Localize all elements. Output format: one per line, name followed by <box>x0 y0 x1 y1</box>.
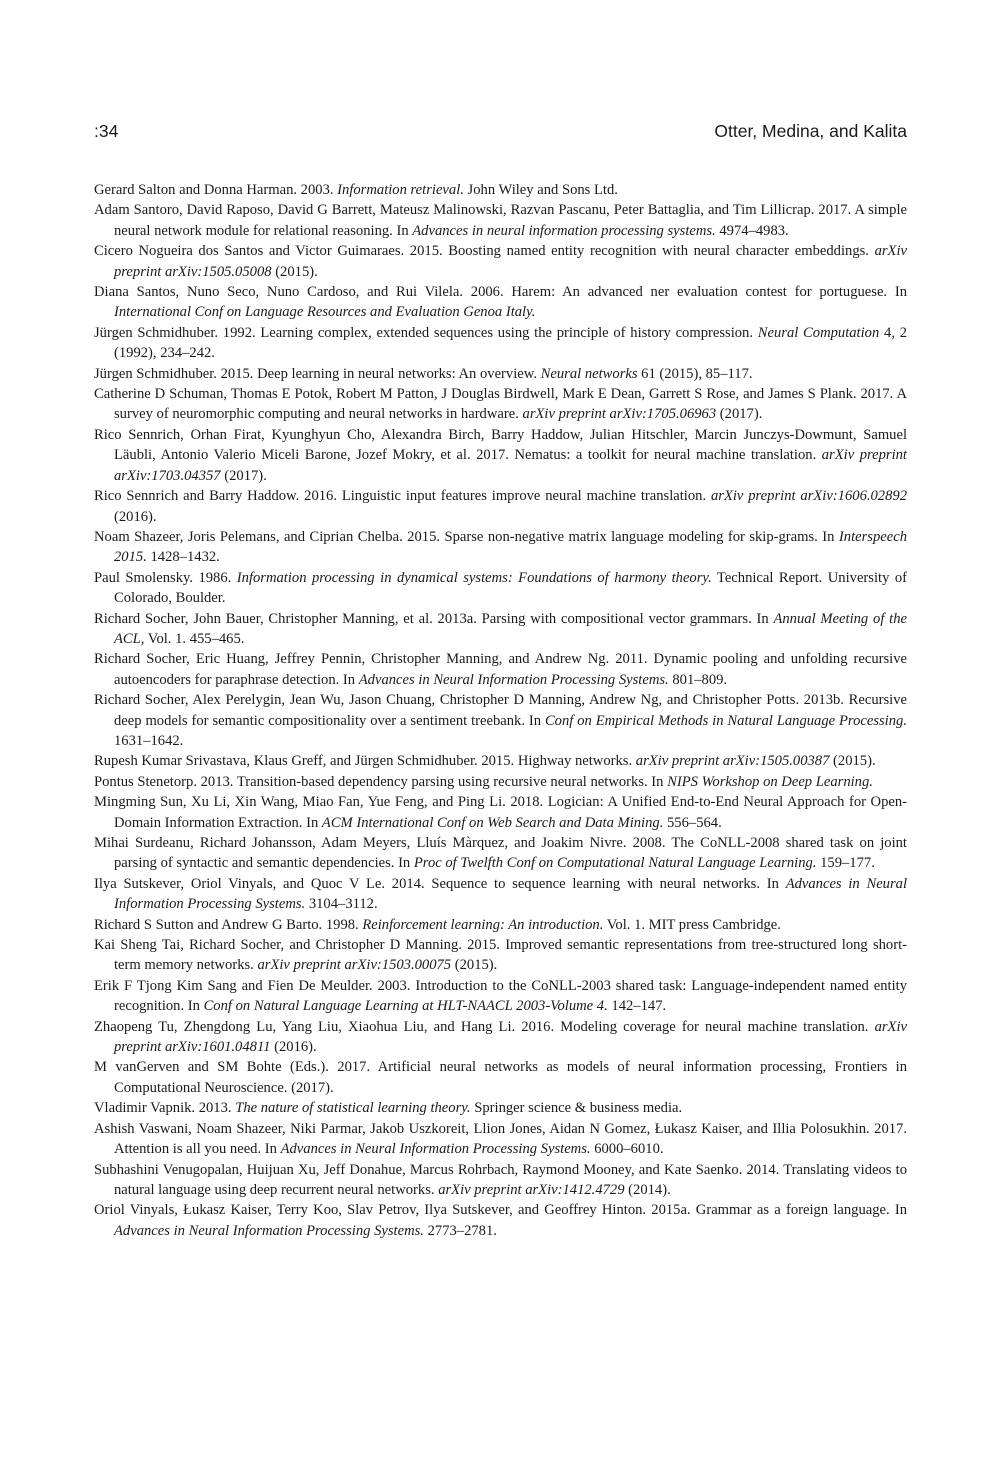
reference-entry <box>94 792 907 833</box>
reference-venue: Information processing in dynamical systems: Foundations of harmony theory. <box>236 569 712 586</box>
reference-pages: John Wiley and Sons Ltd. <box>463 182 618 198</box>
reference-entry <box>94 874 907 915</box>
reference-pages: 6000–6010. <box>590 1141 664 1158</box>
reference-pages: (2016). <box>114 508 157 525</box>
reference-entry <box>94 282 907 323</box>
running-header <box>94 121 907 145</box>
reference-pages: 4974–4983. <box>715 222 789 239</box>
reference-text: Oriol Vinyals, Łukasz Kaiser, Terry Koo, Slav Petrov, Ilya Sutskever, and Geoffrey Hinton. 2015a. Grammar as a foreign language. In <box>94 1202 907 1219</box>
reference-pages: (2014). <box>624 1181 671 1198</box>
reference-text: M vanGerven and SM Bohte (Eds.). 2017. Artificial neural networks as models of neural information processing, Frontiers in Computational Neuroscience. (2017). <box>94 1059 907 1096</box>
reference-venue: Neural networks <box>540 365 638 382</box>
reference-entry <box>94 609 907 650</box>
reference-pages: 1428–1432. <box>146 549 220 566</box>
reference-venue: Advances in Neural Information Processing Systems. <box>114 875 908 913</box>
reference-text: Noam Shazeer, Joris Pelemans, and Ciprian Chelba. 2015. Sparse non-negative matrix language modeling for skip-grams. In <box>94 528 839 545</box>
reference-entry <box>94 241 907 282</box>
reference-text: Rupesh Kumar Srivastava, Klaus Greff, and Jürgen Schmidhuber. 2015. Highway networks. <box>94 753 636 770</box>
reference-pages: , Vol. 1. 455–465. <box>140 630 245 647</box>
reference-text: Ilya Sutskever, Oriol Vinyals, and Quoc V Le. 2014. Sequence to sequence learning with neural networks. In <box>94 875 786 892</box>
reference-text: Erik F Tjong Kim Sang and Fien De Meulder. 2003. Introduction to the CoNLL-2003 shared task: Language-independent named entity recognition. In <box>94 977 907 1015</box>
reference-text: Pontus Stenetorp. 2013. Transition-based dependency parsing using recursive neural networks. In <box>94 773 668 790</box>
reference-text: Rico Sennrich and Barry Haddow. 2016. Linguistic input features improve neural machine translation. <box>94 488 711 505</box>
reference-venue: Conf on Natural Language Learning at HLT-NAACL 2003-Volume 4. <box>203 998 608 1015</box>
reference-text: Rico Sennrich, Orhan Firat, Kyunghyun Cho, Alexandra Birch, Barry Haddow, Julian Hitschler, Marcin Junczys-Dowmunt, Samuel Läubli, Antonio Valerio Miceli Barone, Jozef Mokry, et al. 2017. Nematus: a toolkit for neural machine translation. <box>94 426 907 464</box>
reference-venue: arXiv preprint arXiv:1505.00387 <box>635 753 830 770</box>
reference-pages: (2015). <box>451 957 498 974</box>
reference-text: Jürgen Schmidhuber. 2015. Deep learning in neural networks: An overview. <box>94 365 541 382</box>
reference-entry <box>94 833 907 874</box>
reference-venue: Conf on Empirical Methods in Natural Language Processing. <box>544 712 907 729</box>
reference-text: Diana Santos, Nuno Seco, Nuno Cardoso, and Rui Vilela. 2006. Harem: An advanced ner evaluation contest for portuguese. In <box>94 284 907 301</box>
reference-pages: 2773–2781. <box>423 1222 497 1239</box>
reference-text: Adam Santoro, David Raposo, David G Barrett, Mateusz Malinowski, Razvan Pascanu, Peter Battaglia, and Tim Lillicrap. 2017. A simple neural network module for relational reasoning. In <box>94 202 907 239</box>
reference-venue: arXiv preprint arXiv:1606.02892 <box>710 488 907 505</box>
reference-entry <box>94 1200 907 1241</box>
reference-pages: 3104–3112. <box>305 896 378 913</box>
reference-pages: 159–177. <box>816 855 875 872</box>
reference-text: Kai Sheng Tai, Richard Socher, and Christopher D Manning. 2015. Improved semantic representations from tree-structured long short-term memory networks. <box>94 937 907 974</box>
reference-pages: (2015). <box>271 263 318 280</box>
reference-entry <box>94 690 907 751</box>
reference-venue: Proc of Twelfth Conf on Computational Natural Language Learning. <box>413 855 817 872</box>
reference-entry <box>94 1017 907 1058</box>
reference-entry <box>94 1057 907 1098</box>
page-number: :34 <box>94 121 119 141</box>
reference-venue: arXiv preprint arXiv:1601.04811 <box>114 1018 907 1056</box>
reference-entry <box>94 180 907 200</box>
reference-pages: 4, 2 (1992), 234–242. <box>114 324 908 362</box>
reference-entry <box>94 976 907 1017</box>
reference-text: Zhaopeng Tu, Zhengdong Lu, Yang Liu, Xiaohua Liu, and Hang Li. 2016. Modeling coverage for neural machine translation. <box>94 1018 875 1035</box>
reference-venue: arXiv preprint arXiv:1705.06963 <box>522 406 717 423</box>
reference-venue: arXiv preprint arXiv:1503.00075 <box>257 957 452 974</box>
reference-pages: 801–809. <box>668 671 728 688</box>
reference-entry <box>94 364 907 384</box>
reference-text: Ashish Vaswani, Noam Shazeer, Niki Parmar, Jakob Uszkoreit, Llion Jones, Aidan N Gomez, Łukasz Kaiser, and Illia Polosukhin. 2017. Attention is all you need. In <box>94 1120 907 1158</box>
reference-text: Richard S Sutton and Andrew G Barto. 1998. <box>94 916 363 933</box>
reference-text: Catherine D Schuman, Thomas E Potok, Robert M Patton, J Douglas Birdwell, Mark E Dean, Garrett S Rose, and James S Plank. 2017. A survey of neuromorphic computing and neural networks in hardware. <box>94 386 907 423</box>
reference-pages: Springer science & business media. <box>470 1100 683 1117</box>
reference-text: Richard Socher, John Bauer, Christopher Manning, et al. 2013a. Parsing with compositional vector grammars. In <box>94 610 774 627</box>
reference-entry <box>94 1160 907 1201</box>
reference-entry <box>94 915 907 935</box>
running-header-authors: Otter, Medina, and Kalita <box>714 121 907 141</box>
reference-venue: Reinforcement learning: An introduction. <box>362 916 604 933</box>
reference-text: Paul Smolensky. 1986. <box>94 569 237 586</box>
reference-entry <box>94 425 907 486</box>
reference-pages: Technical Report. University of Colorado, Boulder. <box>114 569 907 607</box>
reference-entry <box>94 384 907 425</box>
reference-pages: 61 (2015), 85–117. <box>637 365 753 382</box>
reference-entry <box>94 772 907 792</box>
reference-entry <box>94 486 907 527</box>
reference-pages: 556–564. <box>663 814 722 831</box>
reference-venue: arXiv preprint arXiv:1412.4729 <box>438 1181 625 1198</box>
reference-text: Richard Socher, Alex Perelygin, Jean Wu, Jason Chuang, Christopher D Manning, Andrew Ng, and Christopher Potts. 2013b. Recursive deep models for semantic compositionality over a sentiment treebank. In <box>94 692 907 729</box>
reference-pages: (2017). <box>716 406 763 423</box>
reference-venue: arXiv preprint arXiv:1505.05008 <box>114 243 907 280</box>
reference-pages: (2016). <box>270 1039 317 1056</box>
reference-pages: 142–147. <box>607 998 667 1015</box>
reference-text: Cicero Nogueira dos Santos and Victor Guimaraes. 2015. Boosting named entity recognition with neural character embeddings. <box>94 243 875 260</box>
reference-venue: Neural Computation <box>757 324 880 341</box>
reference-venue: NIPS Workshop on Deep Learning. <box>667 773 873 790</box>
reference-venue: Advances in Neural Information Processing Systems. <box>114 1222 424 1239</box>
reference-text: Subhashini Venugopalan, Huijuan Xu, Jeff Donahue, Marcus Rohrbach, Raymond Mooney, and Kate Saenko. 2014. Translating videos to natural language using deep recurrent neural networks. <box>94 1161 907 1198</box>
reference-entry <box>94 527 907 568</box>
reference-text: Vladimir Vapnik. 2013. <box>94 1100 236 1117</box>
reference-text: Richard Socher, Eric Huang, Jeffrey Pennin, Christopher Manning, and Andrew Ng. 2011. Dynamic pooling and unfolding recursive autoencoders for paraphrase detection. In <box>94 651 907 688</box>
reference-pages: (2017). <box>220 467 267 484</box>
reference-entry <box>94 649 907 690</box>
reference-entry <box>94 751 907 771</box>
reference-pages: 1631–1642. <box>114 732 184 749</box>
reference-list <box>94 180 907 1241</box>
reference-entry <box>94 1119 907 1160</box>
reference-entry <box>94 935 907 976</box>
reference-entry <box>94 1098 907 1118</box>
reference-venue: Advances in neural information processing systems. <box>412 222 716 239</box>
reference-venue: Information retrieval. <box>337 182 464 198</box>
reference-text: Mihai Surdeanu, Richard Johansson, Adam Meyers, Lluís Màrquez, and Joakim Nivre. 2008. The CoNLL-2008 shared task on joint parsing of syntactic and semantic dependencies. In <box>94 835 907 872</box>
reference-venue: Advances in Neural Information Processing Systems. <box>280 1141 591 1158</box>
reference-entry <box>94 568 907 609</box>
reference-venue: Advances in Neural Information Processing Systems. <box>358 671 669 688</box>
reference-venue: The nature of statistical learning theory. <box>235 1100 471 1117</box>
reference-venue: ACM International Conf on Web Search and Data Mining. <box>321 814 664 831</box>
reference-text: Jürgen Schmidhuber. 1992. Learning complex, extended sequences using the principle of history compression. <box>94 324 758 341</box>
reference-pages: Vol. 1. MIT press Cambridge. <box>603 916 781 933</box>
reference-venue: International Conf on Language Resources and Evaluation Genoa Italy. <box>114 304 536 321</box>
reference-entry <box>94 200 907 241</box>
reference-text: Gerard Salton and Donna Harman. 2003. <box>94 182 338 198</box>
reference-entry <box>94 323 907 364</box>
reference-venue: Annual Meeting of the ACL <box>114 610 907 647</box>
reference-venue: arXiv preprint arXiv:1703.04357 <box>114 447 907 484</box>
reference-pages: (2015). <box>829 753 876 770</box>
reference-venue: Interspeech 2015. <box>114 528 907 566</box>
reference-text: Mingming Sun, Xu Li, Xin Wang, Miao Fan, Yue Feng, and Ping Li. 2018. Logician: A Unified End-to-End Neural Approach for Open-Domain Information Extraction. In <box>94 794 907 831</box>
